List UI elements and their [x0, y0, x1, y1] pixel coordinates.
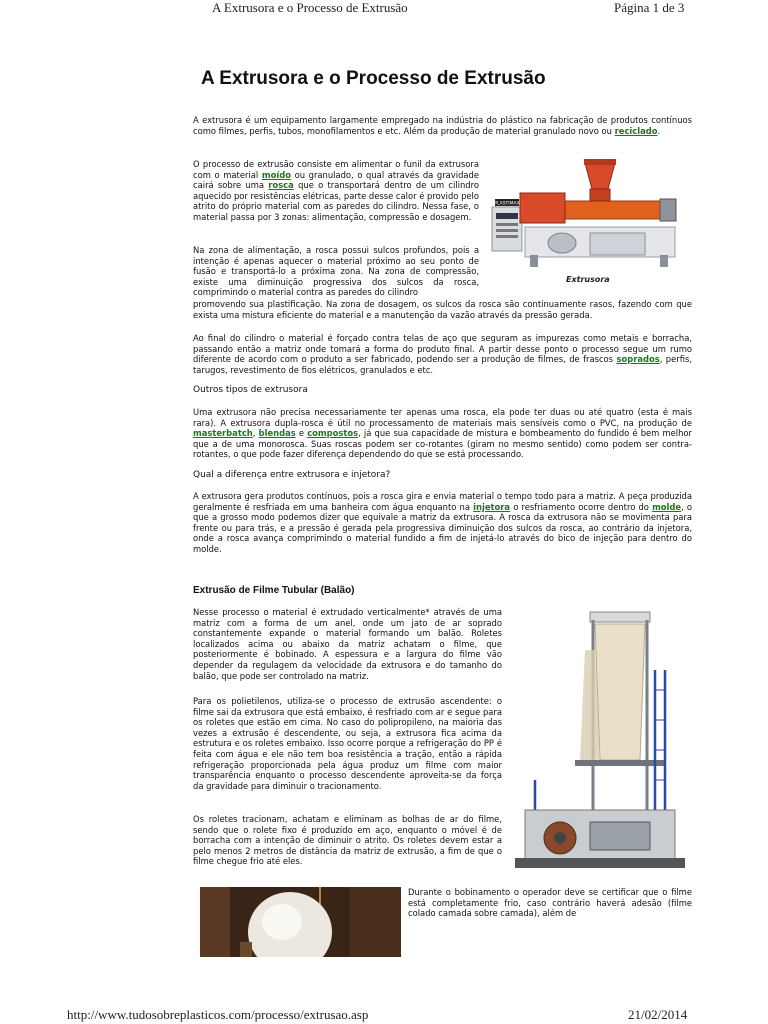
brand-label: PLASTIMAX	[494, 201, 520, 207]
print-header-title: A Extrusora e o Processo de Extrusão	[212, 0, 408, 15]
blown-film-tower-image	[505, 610, 690, 885]
link-injetora[interactable]: injetora	[473, 501, 511, 512]
paragraph-process: O processo de extrusão consiste em alimentar o funil da extrusora com o material moído ou granulado, o qual através da gravidade cairá sobre uma rosca que o transportará dentro de um cilindro aquecido por resistências elétricas, parte desse calor é provido pelo atrito do próprio material com as paredes do cilindro. Nessa fase, o material passa por 3 zonas: alimentação, compressão e dosagem.	[193, 159, 480, 222]
paragraph-zones: Na zona de alimentação, a rosca possui sulcos profundos, pois a intenção é apenas aquecer o material próximo ao seu ponto de fusão e transportá-lo a próxima zona. Na zona de compressão, existe uma diminuição progressiva dos sulcos da rosca, comprimindo o material contra as paredes do cilindro	[193, 245, 479, 298]
extruder-figure	[490, 155, 690, 285]
link-blendas[interactable]: blendas	[258, 428, 296, 439]
paragraph-injection-difference: A extrusora gera produtos contínuos, pois a rosca gira e envia material o tempo todo para a matriz. A peça produzida geralmente é resfriada em uma banheira com água enquanto na injetora o resfriamento ocorre dentro do molde, o que a grosso modo podemos dizer que equivale a matriz da extrusora. A rosca da extrusora não se movimenta para frente ou para trás, e a pressão é gerada pela progressiva diminuição dos sulcos da rosca, ao contrário da injetora, onde a rosca avança comprimindo o material fundido a fim de injetá-lo através do bico de injeção para dentro do molde.	[193, 491, 693, 554]
link-reciclado[interactable]: reciclado	[614, 125, 658, 136]
film-bubble-image	[200, 887, 401, 957]
link-compostos[interactable]: compostos	[307, 428, 359, 439]
paragraph-blown-film-intro: Nesse processo o material é extrudado verticalmente* através de uma matriz com a forma de um anel, onde um jato de ar soprado constantemente expande o material formando um balão. Roletes localizados acima ou abaixo da matriz achatam o filme, que posteriormente é bobinado. A espessura e a largura do filme vão depender da regulagem da velocidade da extrusora e do tamanho do balão, que pode ser controlado na matriz.	[193, 607, 502, 681]
film-bubble-figure	[200, 887, 401, 957]
intro-text: A extrusora é um equipamento largamente empregado na indústria do plástico na fabricação de produtos contínuos como filmes, perfis, tubos, monofilamentos e etc. Além da produção de material granulado novo ou	[193, 115, 692, 136]
link-soprados[interactable]: soprados	[616, 354, 660, 365]
page-title: A Extrusora e o Processo de Extrusão	[201, 68, 546, 89]
link-moido[interactable]: moído	[261, 169, 291, 180]
print-header-page-info: Página 1 de 3	[614, 0, 685, 15]
print-footer-url: http://www.tudosobreplasticos.com/processo/extrusao.asp	[67, 1007, 369, 1022]
blown-film-tower-figure	[505, 610, 690, 885]
extruder-machine-image	[490, 155, 690, 285]
link-rosca[interactable]: rosca	[268, 180, 294, 191]
paragraph-zones-continued: promovendo sua plastificação. Na zona de dosagem, os sulcos da rosca são continuamente rasos, fazendo com que exista uma mistura eficiente do material e a manutenção da vazão através da pressão gerada.	[193, 299, 692, 320]
subheading-other-types: Outros tipos de extrusora	[193, 385, 308, 395]
print-footer-date: 21/02/2014	[628, 1007, 688, 1022]
paragraph-matrix: Ao final do cilindro o material é forçado contra telas de aço que seguram as impurezas como metais e borracha, passando então a matriz onde tomará a forma do produto final. A partir desse ponto o processo segue um rumo diferente de acordo com o produto a ser fabricado, podendo ser a produção de filmes, de frascos soprados, perfis, tarugos, revestimento de fios elétricos, granulados e etc.	[193, 333, 692, 375]
paragraph-polyethylene: Para os polietilenos, utiliza-se o processo de extrusão ascendente: o filme sai da extrusora que está embaixo, é resfriado com ar e segue para os roletes que estão em cima. No caso do polipropileno, na maioria das vezes a extrusão é descendente, ou seja, a extrusora fica acima da estrutura e os roletes embaixo. Isso ocorre porque a refrigeração do PP é feita com água e ele não tem boa resistência a tração, então a rápida refrigeração proporcionada pela água produz um filme com maior transparência enquanto o processo descendente aproveita-se da força da gravidade para diminuir o tracionamento.	[193, 696, 502, 791]
paragraph-rollers: Os roletes tracionam, achatam e eliminam as bolhas de ar do filme, sendo que o rolete fixo é produzido em aço, enquanto o móvel é de borracha com a intenção de diminuir o atrito. Os roletes devem estar a pelo menos 2 metros de distância da matriz de extrusão, a fim de que o filme chegue frio até eles.	[193, 814, 502, 867]
section-title-blown-film: Extrusão de Filme Tubular (Balão)	[193, 585, 355, 596]
link-masterbatch[interactable]: masterbatch	[193, 428, 253, 439]
paragraph-winding: Durante o bobinamento o operador deve se certificar que o filme está completamente frio, caso contrário haverá adesão (filme colado camada sobre camada), além de	[408, 887, 692, 919]
extruder-caption: Extrusora	[566, 275, 610, 284]
paragraph-twin-screw: Uma extrusora não precisa necessariamente ter apenas uma rosca, ela pode ter duas ou até quatro (esta é mais rara). A extrusora dupla-rosca é útil no processamento de materiais mais sensíveis como o PVC, na produção de masterbatch, blendas e compostos, já que sua capacidade de mistura e bombeamento do fundido é bem melhor que a de uma monorosca. Suas roscas podem ser co-rotantes (giram no mesmo sentido) como podem ser contra-rotantes, o que pode fazer diferença dependendo do que se está processando.	[193, 407, 692, 460]
link-molde[interactable]: molde	[652, 501, 682, 512]
subheading-difference: Qual a diferença entre extrusora e injetora?	[193, 470, 391, 480]
intro-paragraph: A extrusora é um equipamento largamente empregado na indústria do plástico na fabricação de produtos contínuos como filmes, perfis, tubos, monofilamentos e etc. Além da produção de material granulado novo ou reciclado.	[193, 115, 692, 136]
